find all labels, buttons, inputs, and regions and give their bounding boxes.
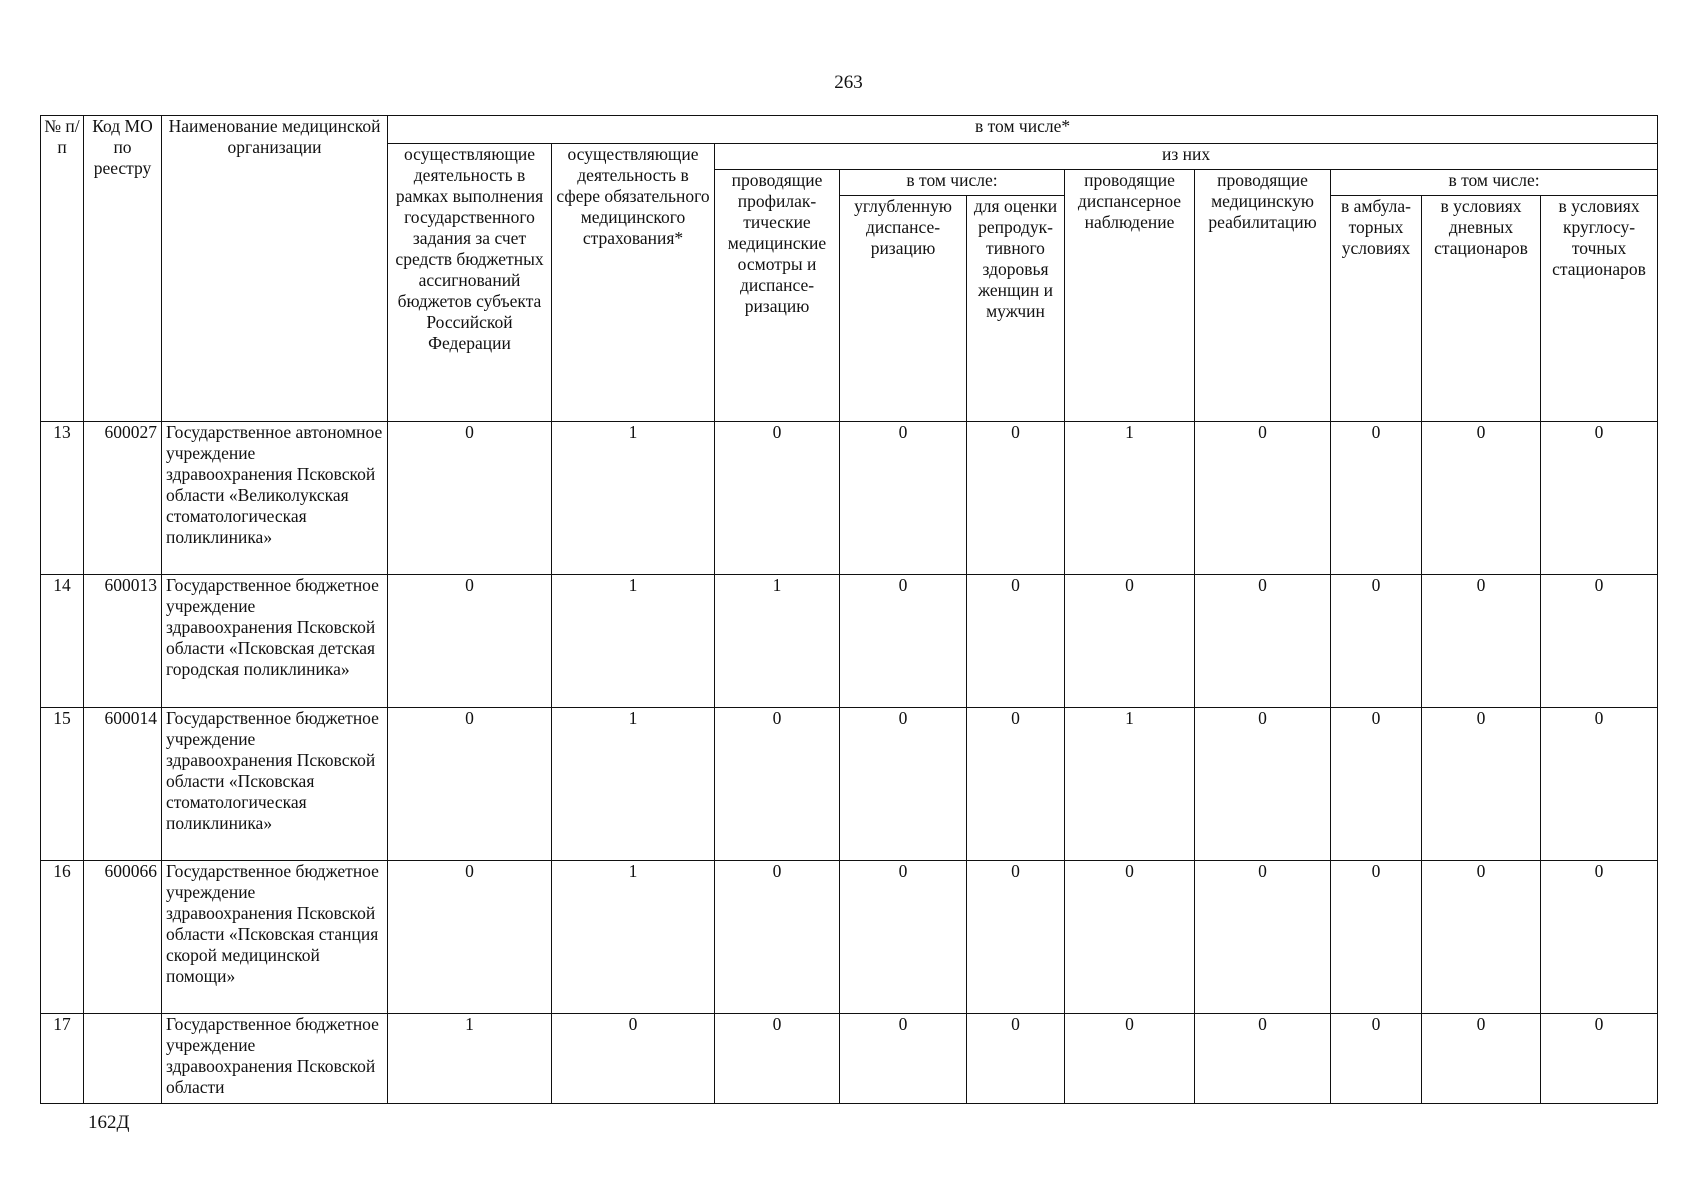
row-name: Государственное автономное учреждение здравоохранения Псковской области «Великолукская стоматологическая поликлиника»	[162, 422, 388, 575]
row-value: 0	[388, 422, 552, 575]
row-code: 600013	[84, 575, 162, 708]
row-value: 0	[1541, 575, 1658, 708]
row-value: 0	[1331, 1014, 1422, 1104]
header-state-task: осуществляющие деятельность в рамках выполнения государственного задания за счет средств бюджетных ассигнований бюджетов субъекта Российской Федерации	[388, 144, 552, 422]
row-value: 0	[1422, 575, 1541, 708]
row-value: 0	[1541, 861, 1658, 1014]
row-value: 0	[388, 708, 552, 861]
row-value: 0	[1331, 575, 1422, 708]
row-value: 0	[388, 861, 552, 1014]
row-value: 1	[1065, 422, 1195, 575]
row-value: 0	[967, 708, 1065, 861]
row-value: 0	[967, 575, 1065, 708]
row-name: Государственное бюджетное учреждение здравоохранения Псковской области «Псковская стоматологическая поликлиника»	[162, 708, 388, 861]
row-code	[84, 1014, 162, 1104]
row-value: 1	[715, 575, 840, 708]
row-value: 0	[840, 422, 967, 575]
row-value: 0	[715, 422, 840, 575]
table-body	[41, 422, 1658, 1104]
row-value: 0	[1331, 422, 1422, 575]
row-value: 0	[1195, 708, 1331, 861]
row-value: 0	[715, 861, 840, 1014]
medical-organizations-table	[40, 115, 1658, 1104]
row-value: 0	[967, 1014, 1065, 1104]
row-value: 0	[967, 861, 1065, 1014]
header-code: Код МО по реестру	[84, 116, 162, 422]
header-ambul: в амбула-торных условиях	[1331, 196, 1422, 422]
footer-code: 162Д	[88, 1112, 130, 1133]
row-value: 0	[1331, 861, 1422, 1014]
header-day: в условиях дневных стационаров	[1422, 196, 1541, 422]
row-num: 14	[41, 575, 84, 708]
row-value: 1	[388, 1014, 552, 1104]
header-oms: осуществляющие деятельность в сфере обязательного медицинского страхования*	[552, 144, 715, 422]
table-row	[41, 708, 1658, 861]
row-value: 0	[1065, 1014, 1195, 1104]
row-value: 0	[840, 708, 967, 861]
row-value: 0	[1331, 708, 1422, 861]
table-row	[41, 575, 1658, 708]
row-code: 600014	[84, 708, 162, 861]
row-value: 1	[552, 422, 715, 575]
table-row	[41, 1014, 1658, 1104]
row-value: 1	[552, 861, 715, 1014]
row-value: 0	[388, 575, 552, 708]
row-value: 0	[1065, 575, 1195, 708]
header-disp-obs: проводящие диспансерное наблюдение	[1065, 170, 1195, 422]
row-value: 0	[1541, 422, 1658, 575]
row-value: 0	[1195, 1014, 1331, 1104]
row-value: 0	[715, 1014, 840, 1104]
header-prof: проводящие профилак-тические медицинские осмотры и диспансе-ризацию	[715, 170, 840, 422]
page-number: 263	[834, 72, 863, 93]
header-of-them: из них	[715, 144, 1658, 170]
row-value: 0	[1065, 861, 1195, 1014]
row-value: 0	[1195, 861, 1331, 1014]
header-num: № п/п	[41, 116, 84, 422]
header-incl-2: в том числе:	[1331, 170, 1658, 196]
row-value: 0	[840, 1014, 967, 1104]
header-deep: углубленную диспансе-ризацию	[840, 196, 967, 422]
row-value: 1	[1065, 708, 1195, 861]
row-value: 0	[715, 708, 840, 861]
row-value: 0	[840, 575, 967, 708]
row-value: 0	[1195, 422, 1331, 575]
header-round: в условиях круглосу-точных стационаров	[1541, 196, 1658, 422]
row-value: 0	[1195, 575, 1331, 708]
row-value: 0	[552, 1014, 715, 1104]
row-name: Государственное бюджетное учреждение здравоохранения Псковской области	[162, 1014, 388, 1104]
header-rehab: проводящие медицинскую реабилитацию	[1195, 170, 1331, 422]
row-value: 0	[1422, 861, 1541, 1014]
row-value: 0	[967, 422, 1065, 575]
table-row	[41, 861, 1658, 1014]
row-value: 1	[552, 575, 715, 708]
row-value: 0	[1541, 1014, 1658, 1104]
row-value: 1	[552, 708, 715, 861]
row-num: 13	[41, 422, 84, 575]
row-value: 0	[840, 861, 967, 1014]
row-code: 600066	[84, 861, 162, 1014]
row-value: 0	[1422, 1014, 1541, 1104]
row-num: 17	[41, 1014, 84, 1104]
header-group-main: в том числе*	[388, 116, 1658, 144]
header-repro: для оценки репродук-тивного здоровья женщин и мужчин	[967, 196, 1065, 422]
row-value: 0	[1541, 708, 1658, 861]
row-value: 0	[1422, 422, 1541, 575]
header-incl-1: в том числе:	[840, 170, 1065, 196]
row-code: 600027	[84, 422, 162, 575]
row-name: Государственное бюджетное учреждение здравоохранения Псковской области «Псковская станция скорой медицинской помощи»	[162, 861, 388, 1014]
table-header	[41, 116, 1658, 422]
row-num: 15	[41, 708, 84, 861]
header-name: Наименование медицинской организации	[162, 116, 388, 422]
table-row	[41, 422, 1658, 575]
row-value: 0	[1422, 708, 1541, 861]
row-num: 16	[41, 861, 84, 1014]
row-name: Государственное бюджетное учреждение здравоохранения Псковской области «Псковская детская городская поликлиника»	[162, 575, 388, 708]
